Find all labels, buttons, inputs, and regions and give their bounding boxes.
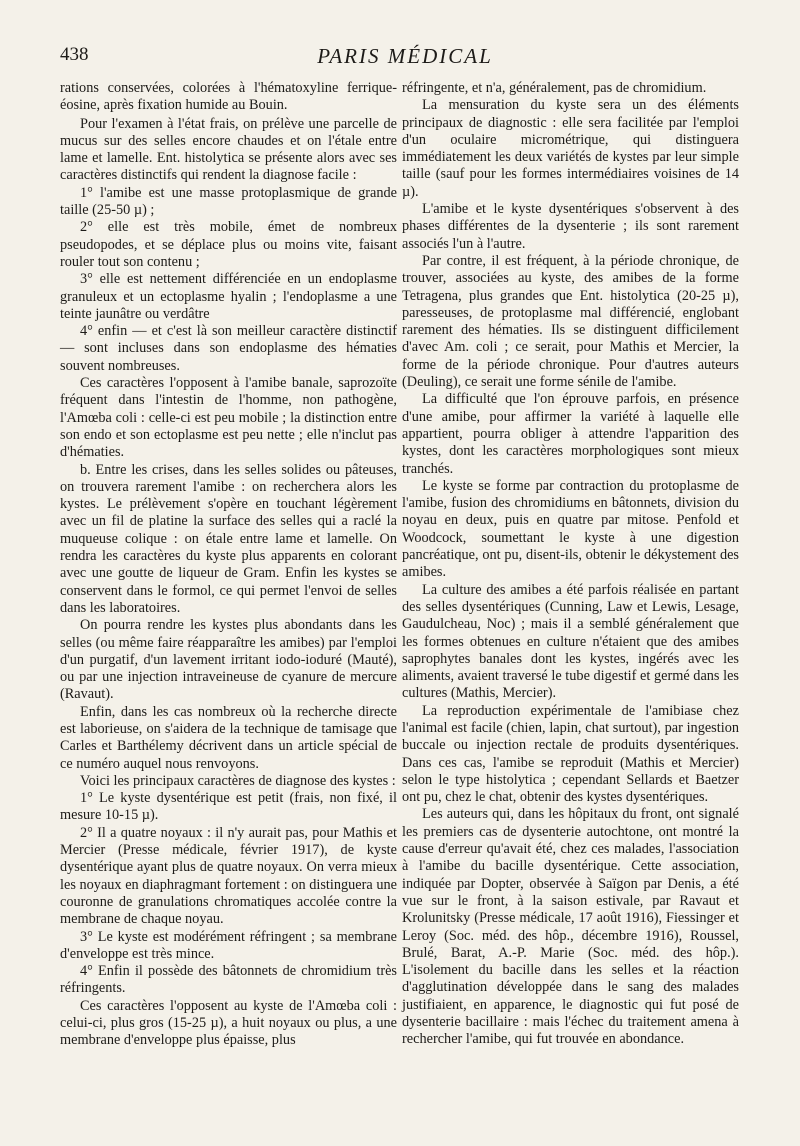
paragraph: La reproduction expérimentale de l'amibiase chez l'animal est facile (chien, lapin, chat surtout), par ingestion buccale ou injection rectale de produits dysentériques. Dans ces cas, l'amibe se reproduit (Mathis et Mercier) selon le type histolytica ; cependant Sellards et Baetzer ont pu, chez le chat, obtenir des kystes dysentériques.	[402, 702, 739, 806]
paragraph: Enfin, dans les cas nombreux où la recherche directe est laborieuse, on s'aidera de la technique de tamisage que Carles et Barthélemy décrivent dans un article spécial de ce numéro auquel nous renvoyons.	[60, 703, 397, 772]
paragraph: L'amibe et le kyste dysentériques s'observent à des phases différentes de la dysenterie ; ils sont rarement associés l'un à l'autre.	[402, 201, 739, 252]
paragraph: Pour l'examen à l'état frais, on prélève une parcelle de mucus sur des selles encore chaudes et on l'étale entre lame et lamelle. Ent. histolytica se présente alors avec ses caractères distinctifs qui rendent la diagnose facile :	[60, 115, 397, 184]
paragraph: Voici les principaux caractères de diagnose des kystes :	[80, 772, 396, 789]
paragraph: 1° l'amibe est une masse protoplasmique de grande taille (25-50 µ) ;	[60, 184, 397, 219]
page-header	[60, 44, 750, 74]
paragraph: 2° elle est très mobile, émet de nombreux pseudopodes, et se déplace plus ou moins vite, faisant rouler tout son contenu ;	[60, 219, 397, 270]
paragraph: Les auteurs qui, dans les hôpitaux du front, ont signalé les premiers cas de dysenterie autochtone, ont montré la cause d'erreur qu'avait été, chez ces malades, l'association à l'amibe du bacille dysentérique. Cette association, indiquée par Dopter, observée à Saïgon par Denis, a été vue sur le front, à la saison estivale, par Ravaut et Krolunitsky (Presse médicale, 17 août 1916), Fiessinger et Leroy (Soc. méd. des hôp., décembre 1916), Roussel, Brulé, Barat, A.-P. Marie (Soc. méd. des hôp.). L'isolement du bacille dans les selles et la réaction d'agglutination développée dans le sang des malades justifiaient, en apparence, le diagnostic qui fut posé de dysenterie bacillaire : mais l'échec du traitement amena à rechercher l'amibe, qui fut trouvée en abondance.	[402, 806, 739, 1048]
paragraph: Ces caractères l'opposent à l'amibe banale, saprozoïte fréquent dans l'intestin de l'homme, non pathogène, l'Amœba coli : celle-ci est peu mobile ; la distinction entre son endo et son ectoplasme est peu nette ; elle n'inclut pas d'hématies.	[60, 375, 397, 461]
paragraph: 4° Enfin il possède des bâtonnets de chromidium très réfringents.	[60, 963, 397, 997]
paragraph: 2° Il a quatre noyaux : il n'y aurait pas, pour Mathis et Mercier (Presse médicale, février 1917), de kyste dysentérique ayant plus de quatre noyaux. On verra mieux les noyaux en diaphragmant fortement : on distinguera une couronne de granulations chromatiques accolée contre la membrane de chaque noyau.	[60, 824, 397, 928]
paragraph: 3° elle est nettement différenciée en un endoplasme granuleux et un ectoplasme hyalin ; l'endoplasme a une teinte jaunâtre ou verdâtre	[60, 271, 397, 322]
paragraph: 4° enfin — et c'est là son meilleur caractère distinctif — sont incluses dans son endoplasme des hématies souvent nombreuses.	[60, 323, 397, 374]
page-number: 438	[60, 44, 89, 65]
paragraph: Par contre, il est fréquent, à la période chronique, de trouver, associées au kyste, des amibes de la forme Tetragena, plus grandes que Ent. histolytica (20-25 µ), paresseuses, de protoplasme mal différencié, englobant rarement des hématies. Ils se distinguent difficilement d'avec Am. coli ; ce serait, pour Mathis et Mercier, la forme de la période chronique. Pour d'autres auteurs (Deuling), ce serait une forme sénile de l'amibe.	[402, 252, 739, 391]
paragraph: 3° Le kyste est modérément réfringent ; sa membrane d'enveloppe est très mince.	[60, 928, 397, 962]
left-column	[60, 80, 397, 1050]
paragraph: réfringente, et n'a, généralement, pas de chromidium.	[402, 80, 707, 96]
paragraph: 1° Le kyste dysentérique est petit (frais, non fixé, il mesure 10-15 µ).	[60, 790, 397, 824]
paragraph: La culture des amibes a été parfois réalisée en partant des selles dysentériques (Cunning, Law et Lewis, Lesage, Gaudulcheau, Noc) ; mais il a semblé généralement que les formes obtenues en culture n'étaient que des amibes saprophytes banales dont les kystes, ingérés avec les aliments, avaient traversé le tube digestif et germé dans les cultures (Mathis, Mercier).	[402, 581, 739, 702]
paragraph: La mensuration du kyste sera un des éléments principaux de diagnostic : elle sera facilitée par l'emploi d'un oculaire micrométrique, qui distinguera immédiatement les deux variétés de kystes par leur simple taille (sauf pour les formes intermédiaires voisines de 14 µ).	[402, 97, 739, 200]
paragraph: La difficulté que l'on éprouve parfois, en présence d'une amibe, pour affirmer la variété à laquelle elle appartient, pourra obliger à attendre l'apparition des kystes, dont les caractères morphologiques sont mieux tranchés.	[402, 391, 739, 477]
paragraph: Ces caractères l'opposent au kyste de l'Amœba coli : celui-ci, plus gros (15-25 µ), a huit noyaux ou plus, a une membrane d'enveloppe plus épaisse, plus	[60, 997, 397, 1049]
right-column	[402, 80, 739, 1049]
paragraph: Le kyste se forme par contraction du protoplasme de l'amibe, fusion des chromidiums en bâtonnets, division du noyau en deux, puis en quatre par mitose. Penfold et Woodcock, soumettant le kyste à une digestion pancréatique, ont pu, disent-ils, obtenir le dékystement des amibes.	[402, 477, 739, 581]
paragraph: rations conservées, colorées à l'hématoxyline ferrique-éosine, après fixation humide au Bouin.	[60, 80, 397, 114]
paragraph: b. Entre les crises, dans les selles solides ou pâteuses, on trouvera rarement l'amibe : on recherchera alors les kystes. Le prélèvement s'opère en touchant légèrement avec un fil de platine la surface des selles qui a raclé la muqueuse colique : on étale entre lame et lamelle. On rendra les caractères du kyste plus apparents en colorant avec une goutte de liqueur de Gram. Enfin les kystes se conservent dans le formol, ce qui permet l'envoi de selles dans les laboratoires.	[60, 461, 397, 616]
paragraph: On pourra rendre les kystes plus abondants dans les selles (ou même faire réapparaître les amibes) par l'emploi d'un purgatif, d'un lavement irritant iodo-ioduré (Mauté), ou par une injection intraveineuse de cyanure de mercure (Ravaut).	[60, 617, 397, 703]
running-title: PARIS MÉDICAL	[317, 44, 493, 68]
